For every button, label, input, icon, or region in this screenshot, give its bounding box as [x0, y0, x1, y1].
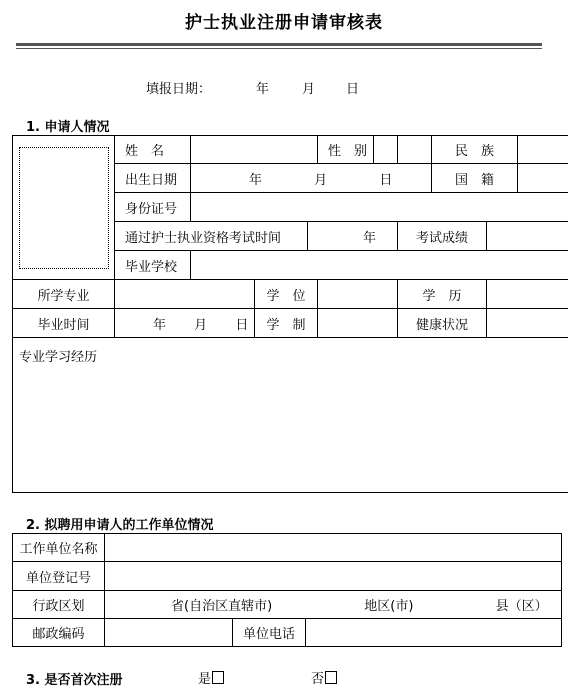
- region-province: 省(自治区直辖市): [171, 599, 273, 614]
- major-label: 所学专业: [13, 280, 115, 309]
- photo-cell[interactable]: [13, 136, 115, 280]
- exam-score-input[interactable]: [487, 222, 568, 251]
- exam-time-label: 通过护士执业资格考试时间: [115, 222, 308, 251]
- first-reg-no-checkbox[interactable]: [325, 671, 337, 684]
- school-input[interactable]: [191, 251, 568, 280]
- degree-label: 学 位: [255, 280, 318, 309]
- fill-date-day: 日: [346, 82, 360, 97]
- region-field[interactable]: [105, 591, 562, 619]
- grad-time-label: 毕业时间: [13, 309, 115, 338]
- study-history-label: 专业学习经历: [19, 350, 98, 365]
- first-reg-no-label: 否: [311, 672, 325, 687]
- schooling-label: 学 制: [255, 309, 318, 338]
- exam-score-label: 考试成绩: [398, 222, 487, 251]
- id-number-label: 身份证号: [115, 193, 191, 222]
- exam-year: 年: [363, 230, 377, 246]
- fill-date-label: 填报日期：: [146, 82, 212, 97]
- school-label: 毕业学校: [115, 251, 191, 280]
- birth-day: 日: [379, 172, 393, 188]
- birth-year: 年: [249, 172, 263, 188]
- title-divider-thin: [16, 48, 542, 49]
- unit-name-input[interactable]: [105, 534, 562, 562]
- schooling-input[interactable]: [318, 309, 398, 338]
- health-input[interactable]: [487, 309, 568, 338]
- form-title: 护士执业注册申请审核表: [185, 13, 383, 33]
- postcode-label: 邮政编码: [13, 619, 105, 647]
- first-reg-yes-option[interactable]: [198, 668, 224, 687]
- region-district: 地区(市): [364, 599, 414, 614]
- section1-heading: 1. 申请人情况: [26, 120, 110, 135]
- postcode-input[interactable]: [105, 619, 233, 647]
- photo-placeholder: [19, 147, 109, 269]
- grad-day: 日: [235, 317, 249, 333]
- applicant-table: [12, 135, 568, 493]
- first-reg-yes-checkbox[interactable]: [212, 671, 224, 684]
- fill-date-year: 年: [256, 82, 270, 97]
- health-label: 健康状况: [398, 309, 487, 338]
- nationality-label: 国 籍: [432, 164, 518, 193]
- grad-month: 月: [194, 317, 208, 333]
- title-divider: [16, 43, 542, 46]
- education-input[interactable]: [487, 280, 568, 309]
- gender-label: 性 别: [318, 136, 374, 164]
- region-county: 县（区）: [495, 599, 548, 614]
- phone-label: 单位电话: [233, 619, 306, 647]
- major-input[interactable]: [115, 280, 255, 309]
- unit-reg-label: 单位登记号: [13, 562, 105, 591]
- birth-month: 月: [314, 172, 328, 188]
- fill-date-month: 月: [302, 82, 316, 97]
- region-label: 行政区划: [13, 591, 105, 619]
- phone-input[interactable]: [306, 619, 562, 647]
- grad-year: 年: [153, 317, 167, 333]
- first-reg-no-option[interactable]: [311, 668, 337, 687]
- education-label: 学 历: [398, 280, 487, 309]
- birth-date-field[interactable]: [191, 164, 432, 193]
- section3-heading: 3. 是否首次注册: [26, 673, 123, 688]
- name-label: 姓 名: [115, 136, 191, 164]
- first-reg-yes-label: 是: [198, 672, 212, 687]
- birth-label: 出生日期: [115, 164, 191, 193]
- gender-input[interactable]: [374, 136, 398, 164]
- name-input[interactable]: [191, 136, 318, 164]
- unit-reg-input[interactable]: [105, 562, 562, 591]
- exam-time-field[interactable]: [308, 222, 398, 251]
- ethnicity-label: 民 族: [432, 136, 518, 164]
- gender-spacer: [398, 136, 432, 164]
- study-history-field[interactable]: [13, 338, 568, 493]
- employer-table: [12, 533, 562, 647]
- id-number-input[interactable]: [191, 193, 568, 222]
- ethnicity-input[interactable]: [518, 136, 568, 164]
- grad-time-field[interactable]: [115, 309, 255, 338]
- degree-input[interactable]: [318, 280, 398, 309]
- nationality-input[interactable]: [518, 164, 568, 193]
- section2-heading: 2. 拟聘用申请人的工作单位情况: [26, 518, 214, 533]
- unit-name-label: 工作单位名称: [13, 534, 105, 562]
